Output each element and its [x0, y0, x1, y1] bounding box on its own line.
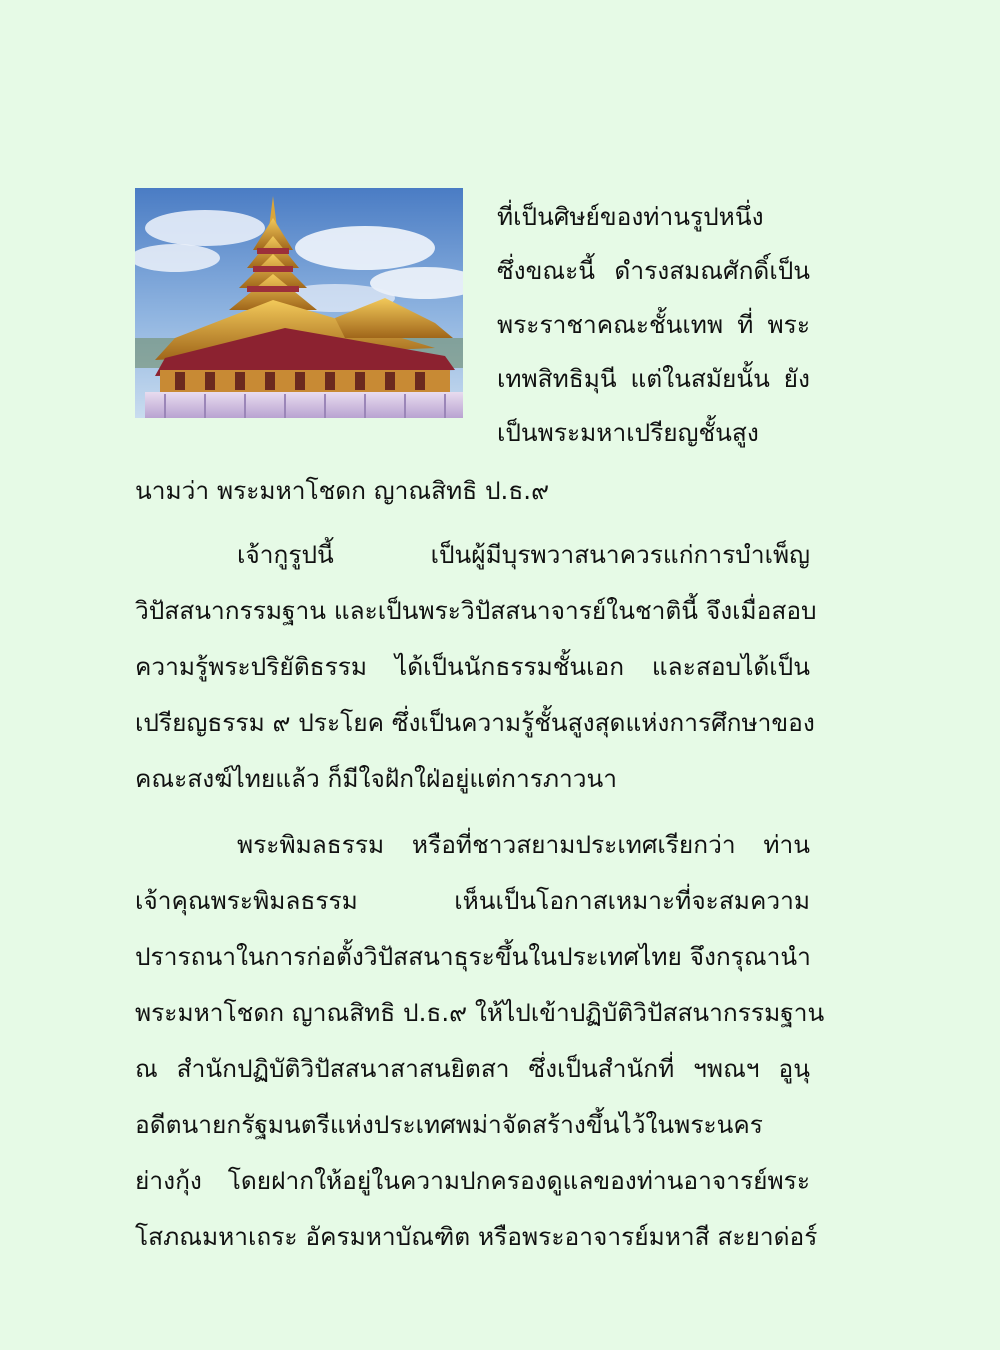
paragraph-2-line: โสภณมหาเถระ อัครมหาบัณฑิต หรือพระอาจารย์มหาสี สะยาด่อร์: [135, 1222, 818, 1251]
intro-line: ที่เป็นศิษย์ของท่านรูปหนึ่ง: [497, 202, 764, 231]
intro-line: พระราชาคณะชั้นเทพ ที่ พระ: [497, 310, 810, 339]
paragraph-2-line: ณ สำนักปฏิบัติวิปัสสนาสาสนยิตสา ซึ่งเป็นสำนักที่ ฯพณฯ อูนุ: [135, 1054, 810, 1083]
paragraph-2-line: พระมหาโชดก ญาณสิทธิ ป.ธ.๙ ให้ไปเข้าปฏิบัติวิปัสสนากรรมฐาน: [135, 998, 825, 1027]
paragraph-1-line: ความรู้พระปริยัติธรรม ได้เป็นนักธรรมชั้นเอก และสอบได้เป็น: [135, 652, 810, 681]
intro-line: เทพสิทธิมุนี แต่ในสมัยนั้น ยัง: [497, 364, 810, 393]
paragraph-1-line: เจ้ากูรูปนี้ เป็นผู้มีบุรพวาสนาควรแก่การบำเพ็ญ: [237, 540, 810, 569]
paragraph-2-line: พระพิมลธรรม หรือที่ชาวสยามประเทศเรียกว่า ท่าน: [237, 830, 810, 859]
paragraph-2-line: ปรารถนาในการก่อตั้งวิปัสสนาธุระขึ้นในประเทศไทย จึงกรุณานำ: [135, 942, 811, 971]
paragraph-1-line: คณะสงฆ์ไทยแล้ว ก็มีใจฝักใฝ่อยู่แต่การภาวนา: [135, 764, 618, 793]
burmese-pagoda-photo-icon: [135, 188, 463, 418]
paragraph-1-line: วิปัสสนากรรมฐาน และเป็นพระวิปัสสนาจารย์ในชาตินี้ จึงเมื่อสอบ: [135, 596, 817, 625]
intro-line: นามว่า พระมหาโชดก ญาณสิทธิ ป.ธ.๙: [135, 476, 550, 505]
pagoda-photo: [135, 188, 463, 418]
intro-line: เป็นพระมหาเปรียญชั้นสูง: [497, 418, 759, 447]
paragraph-2-line: อดีตนายกรัฐมนตรีแห่งประเทศพม่าจัดสร้างขึ้นไว้ในพระนคร: [135, 1110, 763, 1139]
paragraph-1-line: เปรียญธรรม ๙ ประโยค ซึ่งเป็นความรู้ชั้นสูงสุดแห่งการศึกษาของ: [135, 708, 815, 737]
paragraph-2-line: เจ้าคุณพระพิมลธรรม เห็นเป็นโอกาสเหมาะที่จะสมความ: [135, 886, 810, 915]
intro-line: ซึ่งขณะนี้ ดำรงสมณศักดิ์เป็น: [497, 256, 810, 285]
paragraph-2-line: ย่างกุ้ง โดยฝากให้อยู่ในความปกครองดูแลของท่านอาจารย์พระ: [135, 1166, 810, 1195]
